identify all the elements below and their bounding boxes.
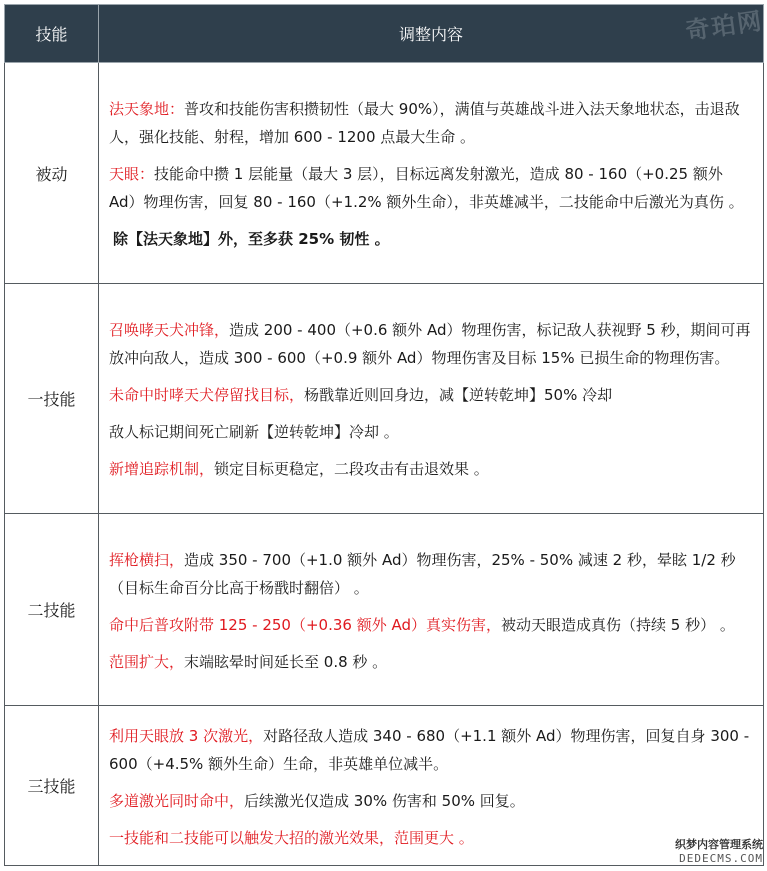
content-paragraph: 除【法天象地】外，至多获 25% 韧性 。 xyxy=(113,230,390,248)
header-content: 调整内容 xyxy=(99,5,764,63)
skill-content xyxy=(99,63,764,284)
content-paragraph: 一技能和二技能可以触发大招的激光效果，范围更大 。 xyxy=(109,828,474,847)
content-paragraph: 利用天眼放 3 次激光，对路径敌人造成 340 - 680（+1.1 额外 Ad）物理伤害，回复自身 300 - 600（+4.5% 额外生命）生命，非英雄单位减半。 xyxy=(109,726,750,773)
content-paragraph: 挥枪横扫，造成 350 - 700（+1.0 额外 Ad）物理伤害，25% - 50% 减速 2 秒，晕眩 1/2 秒（目标生命百分比高于杨戬时翻倍） 。 xyxy=(109,550,736,597)
watermark-line1: 织梦内容管理系统 xyxy=(675,838,763,851)
header-skill: 技能 xyxy=(5,5,99,63)
watermark-line2: DEDECMS.COM xyxy=(679,852,763,865)
table-header-row xyxy=(5,5,764,63)
content-paragraph: 命中后普攻附带 125 - 250（+0.36 额外 Ad）真实伤害，被动天眼造成真伤（持续 5 秒） 。 xyxy=(109,615,735,634)
content-paragraph: 新增追踪机制，锁定目标更稳定，二段攻击有击退效果 。 xyxy=(109,460,489,478)
content-paragraph: 敌人标记期间死亡刷新【逆转乾坤】冷却 。 xyxy=(109,423,399,441)
skill-name: 三技能 xyxy=(5,706,99,866)
watermark-top-right: 奇珀网 xyxy=(683,6,765,46)
skill-name: 二技能 xyxy=(5,514,99,706)
skill-content xyxy=(99,514,764,706)
skill-content xyxy=(99,284,764,514)
skill-name: 一技能 xyxy=(5,284,99,514)
content-paragraph: 天眼：技能命中攒 1 层能量（最大 3 层），目标远离发射激光，造成 80 - 160（+0.25 额外 Ad）物理伤害，回复 80 - 160（+1.2% 额外生命），非英雄减半，二技能命中后激光为真伤 。 xyxy=(109,165,744,211)
content-paragraph: 多道激光同时命中，后续激光仅造成 30% 伤害和 50% 回复。 xyxy=(109,791,525,810)
table-row xyxy=(5,514,764,706)
table-row xyxy=(5,284,764,514)
content-paragraph: 召唤哮天犬冲锋，造成 200 - 400（+0.6 额外 Ad）物理伤害，标记敌人获视野 5 秒，期间可再放冲向敌人，造成 300 - 600（+0.9 额外 Ad）物理伤害及目标 15% 已损生命的物理伤害。 xyxy=(109,321,751,367)
content-paragraph: 法天象地：普攻和技能伤害积攒韧性（最大 90%），满值与英雄战斗进入法天象地状态，击退敌人，强化技能、射程，增加 600 - 1200 点最大生命 。 xyxy=(109,100,740,146)
watermark-bottom-right xyxy=(637,836,763,865)
table-row xyxy=(5,63,764,284)
content-paragraph: 未命中时哮天犬停留找目标，杨戬靠近则回身边，减【逆转乾坤】50% 冷却 xyxy=(109,386,613,404)
skill-adjustment-table xyxy=(4,4,764,866)
skill-name: 被动 xyxy=(5,63,99,284)
content-paragraph: 范围扩大，末端眩晕时间延长至 0.8 秒 。 xyxy=(109,652,388,671)
